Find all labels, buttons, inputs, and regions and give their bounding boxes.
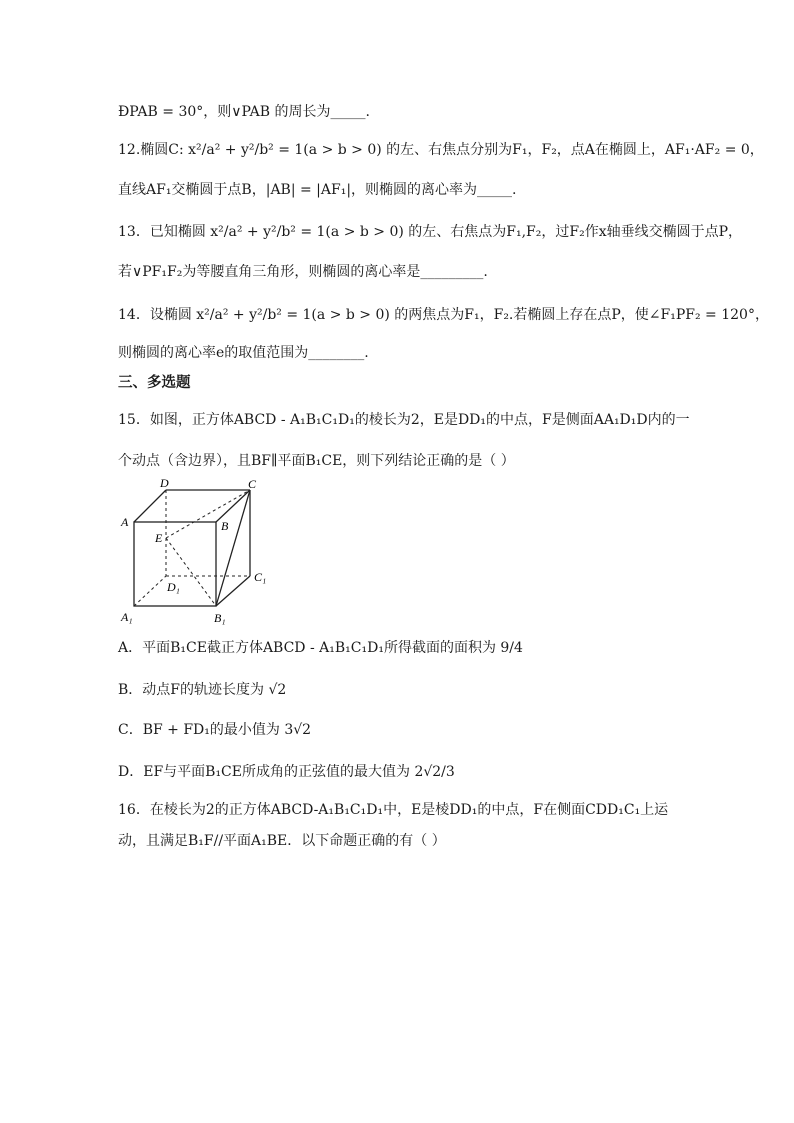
cube-figure [118, 478, 278, 628]
label-c1: C₁ [254, 570, 267, 584]
q16-line2: 动，且满足B₁F//平面A₁BE．以下命题正确的有（ ） [118, 833, 446, 849]
option-b: B．动点F的轨迹长度为 √2 [118, 682, 287, 698]
edge-ad [134, 490, 166, 522]
cube-diagram [118, 478, 278, 628]
q14-line2: 则椭圆的离心率e的取值范围为________. [118, 345, 369, 361]
option-a: A．平面B₁CE截正方体ABCD - A₁B₁C₁D₁所得截面的面积为 9/4 [118, 640, 523, 656]
segment-cb1 [216, 490, 250, 606]
option-d: D．EF与平面B₁CE所成角的正弦值的最大值为 2√2/3 [118, 764, 455, 780]
segment-eb1 [166, 538, 216, 606]
option-c: C．BF + FD₁的最小值为 3√2 [118, 722, 312, 738]
label-b: B [221, 519, 229, 533]
q13-line2: 若∨PF₁F₂为等腰直角三角形，则椭圆的离心率是_________. [118, 264, 488, 280]
edge-b1c1 [216, 576, 250, 606]
q12-line2: 直线AF₁交椭圆于点B，|AB| = |AF₁|，则椭圆的离心率为_____. [118, 182, 517, 198]
q12-line1: 12.椭圆C: x²/a² + y²/b² = 1(a > b > 0) 的左、右焦点分别为F₁，F₂，点A在椭圆上，AF₁·AF₂ = 0， [118, 142, 764, 158]
q15-line1: 15．如图，正方体ABCD - A₁B₁C₁D₁的棱长为2，E是DD₁的中点，F是侧面AA₁D₁D内的一 [118, 412, 690, 428]
q16-line1: 16．在棱长为2的正方体ABCD-A₁B₁C₁D₁中，E是棱DD₁的中点，F在侧面CDD₁C₁上运 [118, 802, 669, 818]
q11-tail: ÐPAB = 30°，则∨PAB 的周长为_____. [118, 104, 370, 120]
label-a1: A₁ [121, 610, 133, 624]
q14-line1: 14．设椭圆 x²/a² + y²/b² = 1(a > b > 0) 的两焦点为F₁，F₂.若椭圆上存在点P，使∠F₁PF₂ = 120°， [118, 307, 769, 323]
section-heading: 三、多选题 [118, 375, 191, 391]
q15-line2: 个动点（含边界），且BF∥平面B₁CE，则下列结论正确的是（ ） [118, 453, 515, 469]
label-d1: D₁ [167, 580, 180, 594]
label-b1: B₁ [214, 611, 226, 625]
label-e: E [155, 531, 163, 545]
edge-a1d1 [134, 576, 166, 606]
label-d: D [160, 478, 169, 490]
label-a: A [121, 515, 129, 529]
q13-line1: 13．已知椭圆 x²/a² + y²/b² = 1(a > b > 0) 的左、右焦点为F₁,F₂，过F₂作x轴垂线交椭圆于点P， [118, 224, 743, 240]
label-c: C [248, 478, 257, 491]
